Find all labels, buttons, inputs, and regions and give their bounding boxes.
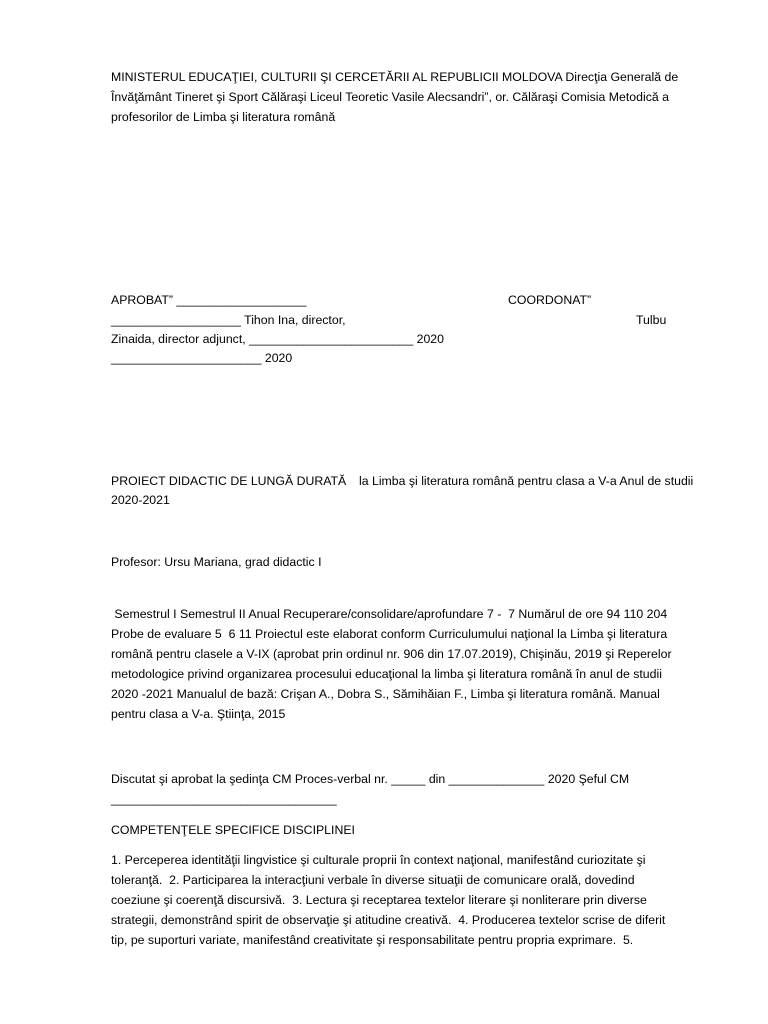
paragraph-line: tip, pe suporturi variate, manifestând creativitate şi responsabilitate pentru propria exprimare. 5. — [111, 933, 634, 947]
paragraph-line: strategii, demonstrând spirit de observaţie şi atitudine creativă. 4. Producerea textelor scrise de diferit — [111, 913, 666, 927]
project-subject: la Limba şi literatura română pentru clasa a V-a Anul de studii — [359, 474, 694, 488]
paragraph-line: metodologice privind organizarea procesului educaţional la limba şi literatura română în anul de studii — [111, 667, 662, 681]
deputy-surname: Tulbu — [636, 313, 667, 327]
paragraph-line: toleranţă. 2. Participarea la interacţiuni verbale în diverse situaţii de comunicare orală, dovedind — [111, 873, 635, 887]
header-line: MINISTERUL EDUCAŢIEI, CULTURII ŞI CERCETĂRII AL REPUBLICII MOLDOVA Direcţia Generală de — [111, 70, 679, 84]
paragraph-line: Semestrul I Semestrul II Anual Recuperare/consolidare/aprofundare 7 - 7 Numărul de ore 94 110 204 — [111, 607, 668, 621]
project-title: PROIECT DIDACTIC DE LUNGĂ DURATĂ — [111, 474, 347, 488]
deputy-signature-line: Zinaida, director adjunct, ________________________ 2020 — [111, 332, 444, 346]
discussion-paragraph — [111, 769, 716, 809]
approved-line: APROBAT” ___________________ — [111, 293, 307, 307]
paragraph-line: pentru clasa a V-a. Ştiinţa, 2015 — [111, 707, 286, 721]
paragraph-line: coeziune şi coerenţă discursivă. 3. Lectura şi receptarea textelor literare şi nonliterare prin diverse — [111, 893, 647, 907]
paragraph-line: Discutat şi aprobat la şedinţa CM Proces-verbal nr. _____ din ______________ 2020 Şeful CM — [111, 772, 630, 786]
paragraph-line: Probe de evaluare 5 6 11 Proiectul este elaborat conform Curriculumului naţional la Limba şi literatura — [111, 627, 668, 641]
header-line: profesorilor de Limba şi literatura română — [111, 110, 336, 124]
teacher-line: Profesor: Ursu Mariana, grad didactic I — [111, 555, 322, 569]
semester-paragraph — [111, 604, 716, 724]
project-year: 2020-2021 — [111, 493, 170, 507]
paragraph-line: română pentru clasele a V-IX (aprobat prin ordinul nr. 906 din 17.07.2019), Chişinău, 2019 şi Reperelor — [111, 647, 672, 661]
director-signature-line: ___________________ Tihon Ina, director, — [111, 313, 346, 327]
paragraph-line: 2020 -2021 Manualul de bază: Crişan A., Dobra S., Sămihăian F., Limba şi literatura română. Manual — [111, 687, 660, 701]
competences-paragraph — [111, 850, 716, 950]
header-line: Învăţământ Tineret şi Sport Călăraşi Liceul Teoretic Vasile Alecsandri”, or. Călăraşi Comisia Metodică a — [111, 90, 669, 104]
competences-title: COMPETENŢELE SPECIFICE DISCIPLINEI — [111, 823, 355, 837]
paragraph-line: 1. Perceperea identităţii lingvistice şi culturale proprii în context naţional, manifestând curiozitate şi — [111, 853, 646, 867]
ministry-header — [111, 67, 716, 127]
coordinated-label: COORDONAT” — [508, 293, 592, 307]
paragraph-line: _________________________________ — [111, 792, 337, 806]
date-line: ______________________ 2020 — [111, 351, 293, 365]
